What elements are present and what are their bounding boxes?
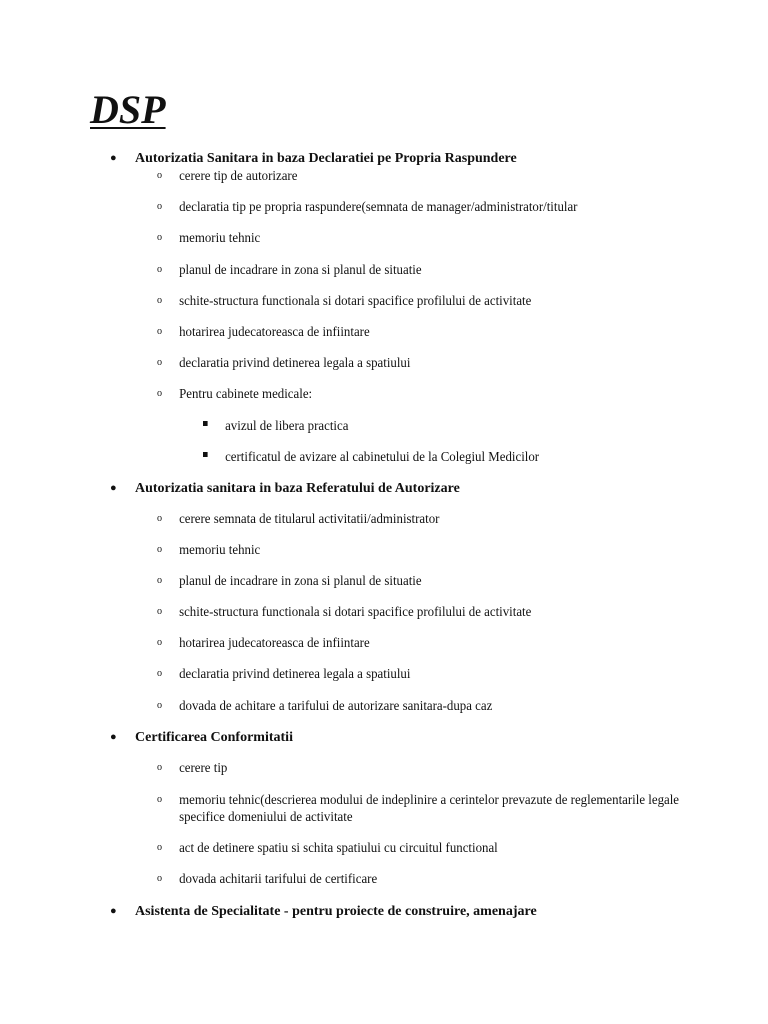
circle-bullet-icon: o <box>157 574 163 586</box>
circle-bullet-icon: o <box>157 636 163 648</box>
document-page: DSP ● Autorizatia Sanitara in baza Declaratiei pe Propria Raspundere o cerere tip de autorizare o declaratia tip pe propria raspundere(semnata de manager/administrator/titular o memoriu tehnic o planul de incadrare in zona si planul de situatie o schite-structura functionala si dotari spacifice profilului de activitate o hotarirea judecatoreasca de infiintare o declaratia privind detinerea legala a spatiului o Pentru cabinete medicale: avizul de libera practica certificatul de avizare al cabinetului de la Colegiul Medicilor ● Autorizatia sanitara in baza Referatului de Autorizare o cerere semnata de titularul activitatii/administrator o memoriu tehnic o planul de incadrare in zona si planul de situatie o schite-structura functionala si dotari spacifice profilului de activitate o hotarirea judecatoreasca de infiintare o declaratia privind detinerea legala a spatiului o dovada de achitare a tarifului de autorizare sanitara-dupa caz ● Certificarea Conformitatii o cerere tip o memoriu tehnic(descrierea modului de indeplinire a cerintelor prevazute de reglementarile legale specifice domeniului de activitate o act de detinere spatiu si schita spatiului cu circuitul functional o dovada achitarii tarifului de certificare ● Asistenta de Specialitate - pentru proiecte de construire, amenajare <box>90 87 680 919</box>
circle-bullet-icon: o <box>157 761 163 773</box>
bullet-icon: ● <box>110 482 117 494</box>
circle-bullet-icon: o <box>157 263 163 275</box>
bullet-icon: ● <box>110 731 117 743</box>
circle-bullet-icon: o <box>157 699 163 711</box>
circle-bullet-icon: o <box>157 325 163 337</box>
circle-bullet-icon: o <box>157 605 163 617</box>
circle-bullet-icon: o <box>157 841 163 853</box>
circle-bullet-icon: o <box>157 169 163 181</box>
circle-bullet-icon: o <box>157 793 163 805</box>
bullet-icon: ● <box>110 152 117 164</box>
circle-bullet-icon: o <box>157 872 163 884</box>
circle-bullet-icon: o <box>157 356 163 368</box>
circle-bullet-icon: o <box>157 200 163 212</box>
circle-bullet-icon: o <box>157 231 163 243</box>
document-title: DSP <box>90 87 166 132</box>
bullet-icon: ● <box>110 905 117 917</box>
circle-bullet-icon: o <box>157 667 163 679</box>
circle-bullet-icon: o <box>157 387 163 399</box>
circle-bullet-icon: o <box>157 543 163 555</box>
circle-bullet-icon: o <box>157 512 163 524</box>
square-bullet-icon <box>203 452 208 457</box>
circle-bullet-icon: o <box>157 294 163 306</box>
square-bullet-icon <box>203 421 208 426</box>
